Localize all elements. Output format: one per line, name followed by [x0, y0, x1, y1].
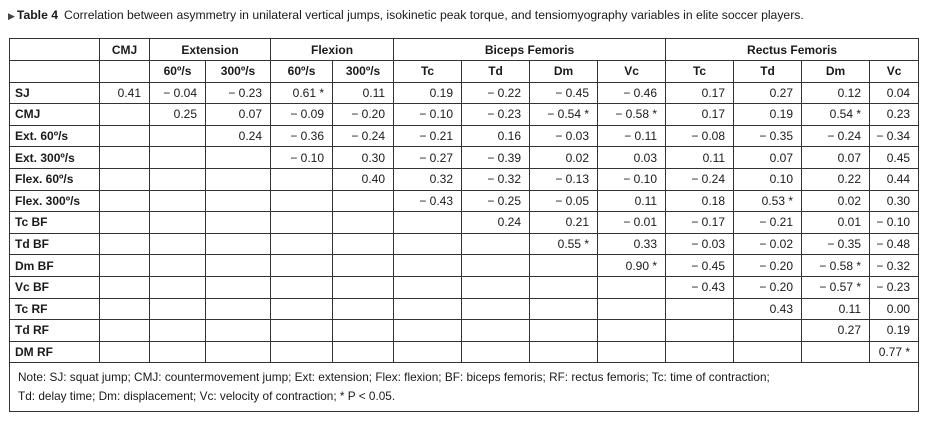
table-cell — [271, 233, 333, 255]
table-cell: − 0.46 — [598, 82, 666, 104]
table-cell — [206, 276, 271, 298]
table-cell — [150, 190, 206, 212]
header-row-top — [10, 39, 919, 61]
table-row — [10, 298, 919, 320]
row-label: Td RF — [10, 320, 100, 342]
table-cell: − 0.03 — [530, 125, 598, 147]
table-cell: 0.30 — [333, 147, 394, 169]
table-cell — [598, 341, 666, 363]
table-cell: 0.16 — [462, 125, 530, 147]
table-cell — [333, 233, 394, 255]
table-cell — [271, 276, 333, 298]
table-cell: − 0.43 — [666, 276, 734, 298]
subheader-cell: 60º/s — [271, 61, 333, 83]
table-cell: 0.18 — [666, 190, 734, 212]
header-rectus-femoris: Rectus Femoris — [666, 39, 919, 61]
table-cell: − 0.02 — [734, 233, 802, 255]
table-cell: − 0.48 — [870, 233, 919, 255]
table-cell — [271, 190, 333, 212]
correlation-table — [9, 38, 919, 412]
row-label: Ext. 60º/s — [10, 125, 100, 147]
table-row — [10, 320, 919, 342]
row-label: Td BF — [10, 233, 100, 255]
table-cell: 0.55 * — [530, 233, 598, 255]
table-cell: − 0.23 — [870, 276, 919, 298]
table-cell: 0.11 — [666, 147, 734, 169]
header-row-sub — [10, 61, 919, 83]
table-cell — [333, 276, 394, 298]
table-cell: 0.02 — [530, 147, 598, 169]
table-cell — [462, 276, 530, 298]
row-label: Flex. 60º/s — [10, 168, 100, 190]
table-cell: − 0.25 — [462, 190, 530, 212]
table-cell — [462, 341, 530, 363]
table-cell — [530, 298, 598, 320]
table-cell — [530, 276, 598, 298]
subheader-cell: Tc — [666, 61, 734, 83]
table-row — [10, 125, 919, 147]
table-cell — [100, 233, 150, 255]
table-cell: − 0.32 — [462, 168, 530, 190]
table-cell — [394, 276, 462, 298]
row-label: CMJ — [10, 104, 100, 126]
table-cell: − 0.21 — [394, 125, 462, 147]
table-cell — [150, 147, 206, 169]
table-cell — [206, 147, 271, 169]
subheader-blank — [100, 61, 150, 83]
table-row — [10, 341, 919, 363]
table-cell: 0.45 — [870, 147, 919, 169]
table-cell: 0.10 — [734, 168, 802, 190]
table-cell — [271, 320, 333, 342]
table-cell — [150, 168, 206, 190]
table-cell: 0.53 * — [734, 190, 802, 212]
table-row — [10, 276, 919, 298]
table-cell: − 0.43 — [394, 190, 462, 212]
table-cell: 0.61 * — [271, 82, 333, 104]
table-cell: − 0.34 — [870, 125, 919, 147]
table-cell — [100, 125, 150, 147]
table-cell: − 0.20 — [734, 255, 802, 277]
table-cell: − 0.10 — [870, 212, 919, 234]
row-label: Flex. 300º/s — [10, 190, 100, 212]
table-label: Table 4 — [16, 8, 59, 22]
subheader-cell: Td — [462, 61, 530, 83]
table-cell — [666, 298, 734, 320]
subheader-cell: Vc — [870, 61, 919, 83]
table-cell: − 0.22 — [462, 82, 530, 104]
table-cell: 0.11 — [598, 190, 666, 212]
table-cell — [150, 125, 206, 147]
table-cell: − 0.21 — [734, 212, 802, 234]
table-cell: − 0.45 — [666, 255, 734, 277]
table-cell: − 0.10 — [394, 104, 462, 126]
table-cell — [333, 212, 394, 234]
table-cell: − 0.45 — [530, 82, 598, 104]
table-cell: − 0.32 — [870, 255, 919, 277]
table-cell: 0.00 — [870, 298, 919, 320]
table-cell: 0.19 — [870, 320, 919, 342]
table-cell — [333, 320, 394, 342]
table-cell: 0.40 — [333, 168, 394, 190]
table-cell: − 0.09 — [271, 104, 333, 126]
table-cell — [666, 320, 734, 342]
table-row — [10, 190, 919, 212]
table-cell — [271, 255, 333, 277]
table-cell — [462, 255, 530, 277]
table-cell — [394, 341, 462, 363]
table-note — [10, 363, 919, 412]
row-label: Tc RF — [10, 298, 100, 320]
table-cell — [394, 212, 462, 234]
caption-marker-icon: ▶ — [8, 11, 15, 21]
table-cell — [100, 298, 150, 320]
table-cell — [100, 320, 150, 342]
table-cell: − 0.03 — [666, 233, 734, 255]
table-cell — [206, 190, 271, 212]
table-cell: − 0.05 — [530, 190, 598, 212]
subheader-cell: Dm — [530, 61, 598, 83]
table-cell — [271, 212, 333, 234]
table-cell: 0.41 — [100, 82, 150, 104]
table-cell: 0.25 — [150, 104, 206, 126]
table-cell — [394, 255, 462, 277]
table-cell: − 0.01 — [598, 212, 666, 234]
table-cell — [530, 320, 598, 342]
table-cell — [150, 212, 206, 234]
table-row — [10, 82, 919, 104]
table-cell — [462, 233, 530, 255]
table-cell: 0.07 — [734, 147, 802, 169]
table-cell — [100, 255, 150, 277]
table-cell: − 0.11 — [598, 125, 666, 147]
table-cell — [734, 320, 802, 342]
table-cell: 0.30 — [870, 190, 919, 212]
table-cell — [333, 190, 394, 212]
table-cell: 0.22 — [802, 168, 870, 190]
table-cell — [333, 255, 394, 277]
subheader-cell: 300º/s — [206, 61, 271, 83]
table-cell: 0.33 — [598, 233, 666, 255]
table-cell: − 0.58 * — [598, 104, 666, 126]
table-cell — [150, 320, 206, 342]
table-cell: 0.32 — [394, 168, 462, 190]
row-label: DM RF — [10, 341, 100, 363]
note-line-1: Note: SJ: squat jump; CMJ: countermovement jump; Ext: extension; Flex: flexion; BF: biceps femoris; RF: rectus femoris; Tc: time of contraction; — [18, 370, 770, 385]
table-cell: 0.24 — [206, 125, 271, 147]
table-cell — [271, 341, 333, 363]
table-cell: 0.77 * — [870, 341, 919, 363]
table-cell — [206, 320, 271, 342]
table-cell: 0.01 — [802, 212, 870, 234]
table-cell — [598, 276, 666, 298]
table-cell — [100, 190, 150, 212]
table-cell: − 0.24 — [666, 168, 734, 190]
row-label: Ext. 300º/s — [10, 147, 100, 169]
table-cell: 0.07 — [802, 147, 870, 169]
table-cell: 0.90 * — [598, 255, 666, 277]
table-cell: − 0.58 * — [802, 255, 870, 277]
table-cell — [598, 298, 666, 320]
table-cell: − 0.35 — [734, 125, 802, 147]
subheader-cell: Tc — [394, 61, 462, 83]
table-cell: − 0.23 — [206, 82, 271, 104]
table-cell: − 0.36 — [271, 125, 333, 147]
table-cell: − 0.27 — [394, 147, 462, 169]
note-line-2: Td: delay time; Dm: displacement; Vc: velocity of contraction; * P < 0.05. — [18, 389, 396, 404]
table-cell: 0.12 — [802, 82, 870, 104]
table-cell — [100, 341, 150, 363]
table-cell — [462, 320, 530, 342]
table-cell: 0.17 — [666, 104, 734, 126]
table-row — [10, 212, 919, 234]
table-cell — [206, 341, 271, 363]
table-cell: − 0.13 — [530, 168, 598, 190]
table-row — [10, 233, 919, 255]
table-cell — [530, 341, 598, 363]
table-cell — [394, 298, 462, 320]
table-cell — [100, 276, 150, 298]
subheader-cell: 60º/s — [150, 61, 206, 83]
table-cell: 0.04 — [870, 82, 919, 104]
table-cell — [206, 298, 271, 320]
table-cell: − 0.04 — [150, 82, 206, 104]
table-cell: 0.43 — [734, 298, 802, 320]
table-cell: − 0.35 — [802, 233, 870, 255]
subheader-cell: Td — [734, 61, 802, 83]
table-cell: 0.24 — [462, 212, 530, 234]
table-cell — [206, 233, 271, 255]
table-cell: 0.03 — [598, 147, 666, 169]
table-cell — [150, 341, 206, 363]
table-cell: 0.11 — [802, 298, 870, 320]
table-cell: − 0.10 — [598, 168, 666, 190]
table-cell: 0.54 * — [802, 104, 870, 126]
table-cell — [206, 212, 271, 234]
table-cell — [598, 320, 666, 342]
table-cell: − 0.10 — [271, 147, 333, 169]
table-cell — [100, 104, 150, 126]
table-cell — [100, 147, 150, 169]
table-cell: 0.21 — [530, 212, 598, 234]
table-cell: 0.23 — [870, 104, 919, 126]
table-cell — [206, 168, 271, 190]
subheader-cell: Vc — [598, 61, 666, 83]
table-cell — [462, 298, 530, 320]
table-cell — [394, 233, 462, 255]
caption-text: Correlation between asymmetry in unilateral vertical jumps, isokinetic peak torque, and tensiomyography variables in elite soccer players. — [64, 8, 804, 22]
table-cell — [100, 212, 150, 234]
table-cell: 0.27 — [734, 82, 802, 104]
row-label: Vc BF — [10, 276, 100, 298]
subheader-blank — [10, 61, 100, 83]
table-body — [10, 82, 919, 363]
table-cell: 0.11 — [333, 82, 394, 104]
table-cell: 0.07 — [206, 104, 271, 126]
table-cell: 0.17 — [666, 82, 734, 104]
table-cell: 0.19 — [394, 82, 462, 104]
table-cell — [271, 298, 333, 320]
table-cell: 0.44 — [870, 168, 919, 190]
table-cell — [271, 168, 333, 190]
subheader-cell: 300º/s — [333, 61, 394, 83]
table-cell: − 0.39 — [462, 147, 530, 169]
table-row — [10, 104, 919, 126]
table-cell: 0.27 — [802, 320, 870, 342]
header-corner — [10, 39, 100, 61]
row-label: Tc BF — [10, 212, 100, 234]
row-label: Dm BF — [10, 255, 100, 277]
table-row — [10, 168, 919, 190]
table-cell: − 0.08 — [666, 125, 734, 147]
table-cell — [333, 298, 394, 320]
table-cell — [150, 276, 206, 298]
table-cell: − 0.17 — [666, 212, 734, 234]
table-cell — [530, 255, 598, 277]
header-cmj: CMJ — [100, 39, 150, 61]
table-cell: − 0.20 — [333, 104, 394, 126]
table-cell: − 0.23 — [462, 104, 530, 126]
table-cell: − 0.20 — [734, 276, 802, 298]
table-cell — [150, 255, 206, 277]
header-extension: Extension — [150, 39, 271, 61]
row-label: SJ — [10, 82, 100, 104]
table-cell: − 0.24 — [802, 125, 870, 147]
header-flexion: Flexion — [271, 39, 394, 61]
table-cell — [394, 320, 462, 342]
table-cell — [333, 341, 394, 363]
table-cell: 0.02 — [802, 190, 870, 212]
table-cell — [802, 341, 870, 363]
subheader-cell: Dm — [802, 61, 870, 83]
table-row — [10, 255, 919, 277]
table-caption — [8, 6, 924, 25]
table-row — [10, 147, 919, 169]
header-biceps-femoris: Biceps Femoris — [394, 39, 666, 61]
table-cell — [206, 255, 271, 277]
table-cell: − 0.24 — [333, 125, 394, 147]
table-cell — [100, 168, 150, 190]
table-cell: − 0.57 * — [802, 276, 870, 298]
note-row — [10, 363, 919, 412]
table-cell — [666, 341, 734, 363]
table-cell — [150, 233, 206, 255]
table-cell — [150, 298, 206, 320]
table-cell — [734, 341, 802, 363]
table-cell: − 0.54 * — [530, 104, 598, 126]
table-cell: 0.19 — [734, 104, 802, 126]
